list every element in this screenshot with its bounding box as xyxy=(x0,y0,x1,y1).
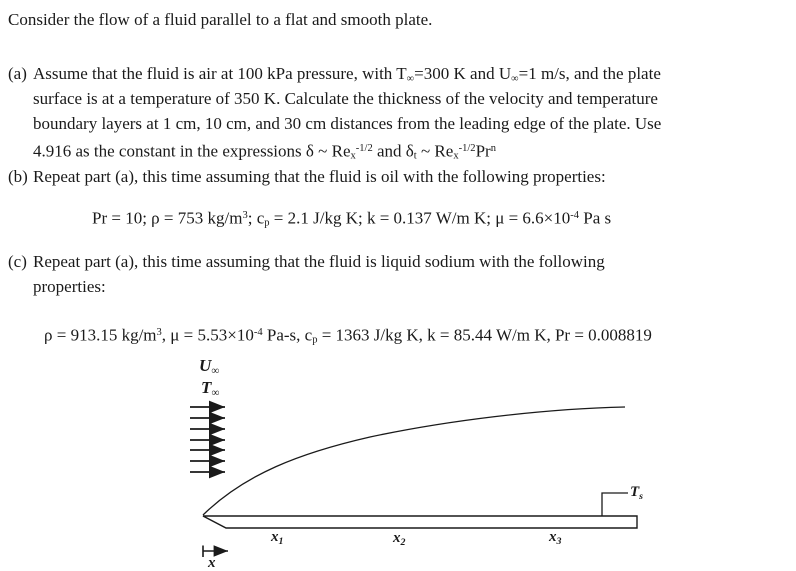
text-segment: -4 xyxy=(253,327,263,338)
text-segment: ρ = 913.15 kg/m xyxy=(44,325,157,345)
t-s-main: T xyxy=(630,484,640,500)
x2-distance-label xyxy=(393,531,405,548)
part-c-properties xyxy=(44,320,652,345)
ts-leader-line xyxy=(602,493,628,516)
text-segment: properties: xyxy=(33,277,106,296)
text-segment: Consider the flow of a fluid parallel to a flat and smooth plate. xyxy=(8,10,433,29)
x2-main: x xyxy=(393,530,401,546)
free-stream-velocity-label xyxy=(199,357,219,377)
text-segment: Repeat part (a), this time assuming that the fluid is liquid sodium with the following xyxy=(33,252,605,271)
x1-main: x xyxy=(271,529,279,545)
t-s-sub: s xyxy=(639,490,644,502)
free-stream-temperature-label xyxy=(201,379,219,399)
part-b xyxy=(8,164,606,189)
text-segment: p xyxy=(264,217,270,229)
x3-distance-label xyxy=(549,530,561,547)
part-b-properties xyxy=(92,203,611,228)
part-b-marker: (b) xyxy=(8,167,28,186)
text-segment: -4 xyxy=(570,210,580,221)
text-segment: 4.916 as the constant in the expressions δ ~ Re xyxy=(33,141,351,161)
text-segment: ∞ xyxy=(511,73,519,85)
text-segment: Pr = 10; ρ = 753 kg/m xyxy=(92,208,243,228)
text-segment: =300 K and U xyxy=(414,64,512,83)
intro-text xyxy=(8,10,432,30)
text-segment: Pa-s, c xyxy=(262,325,313,345)
text-segment: -1/2 xyxy=(355,143,373,154)
text-segment: 3 xyxy=(242,210,248,221)
text-segment: = 1363 J/kg K, k = 85.44 W/m K, Pr = 0.008819 xyxy=(317,325,652,345)
x1-sub: 1 xyxy=(278,535,284,547)
part-a-line-3 xyxy=(33,111,661,136)
part-c xyxy=(8,249,605,299)
part-c-line-1 xyxy=(33,249,605,274)
part-a-line-2 xyxy=(33,86,661,111)
part-a-line-4 xyxy=(33,136,661,161)
text-segment: = 2.1 J/kg K; k = 0.137 W/m K; μ = 6.6×10 xyxy=(269,208,571,228)
t-inf-sub: ∞ xyxy=(211,387,220,400)
t-inf-main: T xyxy=(201,378,212,397)
text-segment: ∞ xyxy=(406,73,415,85)
text-segment: 3 xyxy=(156,327,162,338)
part-b-line-1 xyxy=(33,164,606,189)
text-segment: boundary layers at 1 cm, 10 cm, and 30 cm distances from the leading edge of the plate. Use xyxy=(33,114,662,133)
text-segment: ; c xyxy=(247,208,265,228)
x3-sub: 3 xyxy=(556,535,562,547)
text-segment: n xyxy=(490,143,496,154)
x1-distance-label xyxy=(271,530,283,547)
text-segment: =1 m/s, and the plate xyxy=(518,64,661,83)
surface-temperature-label xyxy=(630,485,643,502)
text-segment: surface is at a temperature of 350 K. Calculate the thickness of the velocity and temperature xyxy=(33,89,658,108)
x2-sub: 2 xyxy=(400,536,406,548)
text-segment: ~ Re xyxy=(416,141,454,161)
text-segment: x xyxy=(350,150,356,162)
part-a-line-1 xyxy=(33,61,661,86)
text-segment: Pa s xyxy=(579,208,612,228)
text-segment: Repeat part (a), this time assuming that the fluid is oil with the following properties: xyxy=(33,167,606,186)
u-inf-sub: ∞ xyxy=(211,365,220,378)
x3-main: x xyxy=(549,529,557,545)
u-inf-main: U xyxy=(199,356,212,375)
part-a-marker: (a) xyxy=(8,64,27,83)
part-c-marker: (c) xyxy=(8,252,27,271)
text-segment: , μ = 5.53×10 xyxy=(161,325,254,345)
part-a xyxy=(8,61,662,162)
text-segment: and δ xyxy=(372,141,414,161)
x-axis-label: x xyxy=(208,555,216,571)
text-segment: x xyxy=(453,150,459,162)
text-segment: p xyxy=(312,334,318,346)
text-segment: t xyxy=(413,150,417,162)
text-segment: Pr xyxy=(475,141,491,161)
text-segment: -1/2 xyxy=(458,143,476,154)
text-segment: Assume that the fluid is air at 100 kPa pressure, with T xyxy=(33,64,407,83)
flat-plate xyxy=(203,516,637,528)
part-c-line-2 xyxy=(33,274,605,299)
flow-arrows xyxy=(190,407,225,472)
boundary-layer-curve xyxy=(203,407,625,515)
